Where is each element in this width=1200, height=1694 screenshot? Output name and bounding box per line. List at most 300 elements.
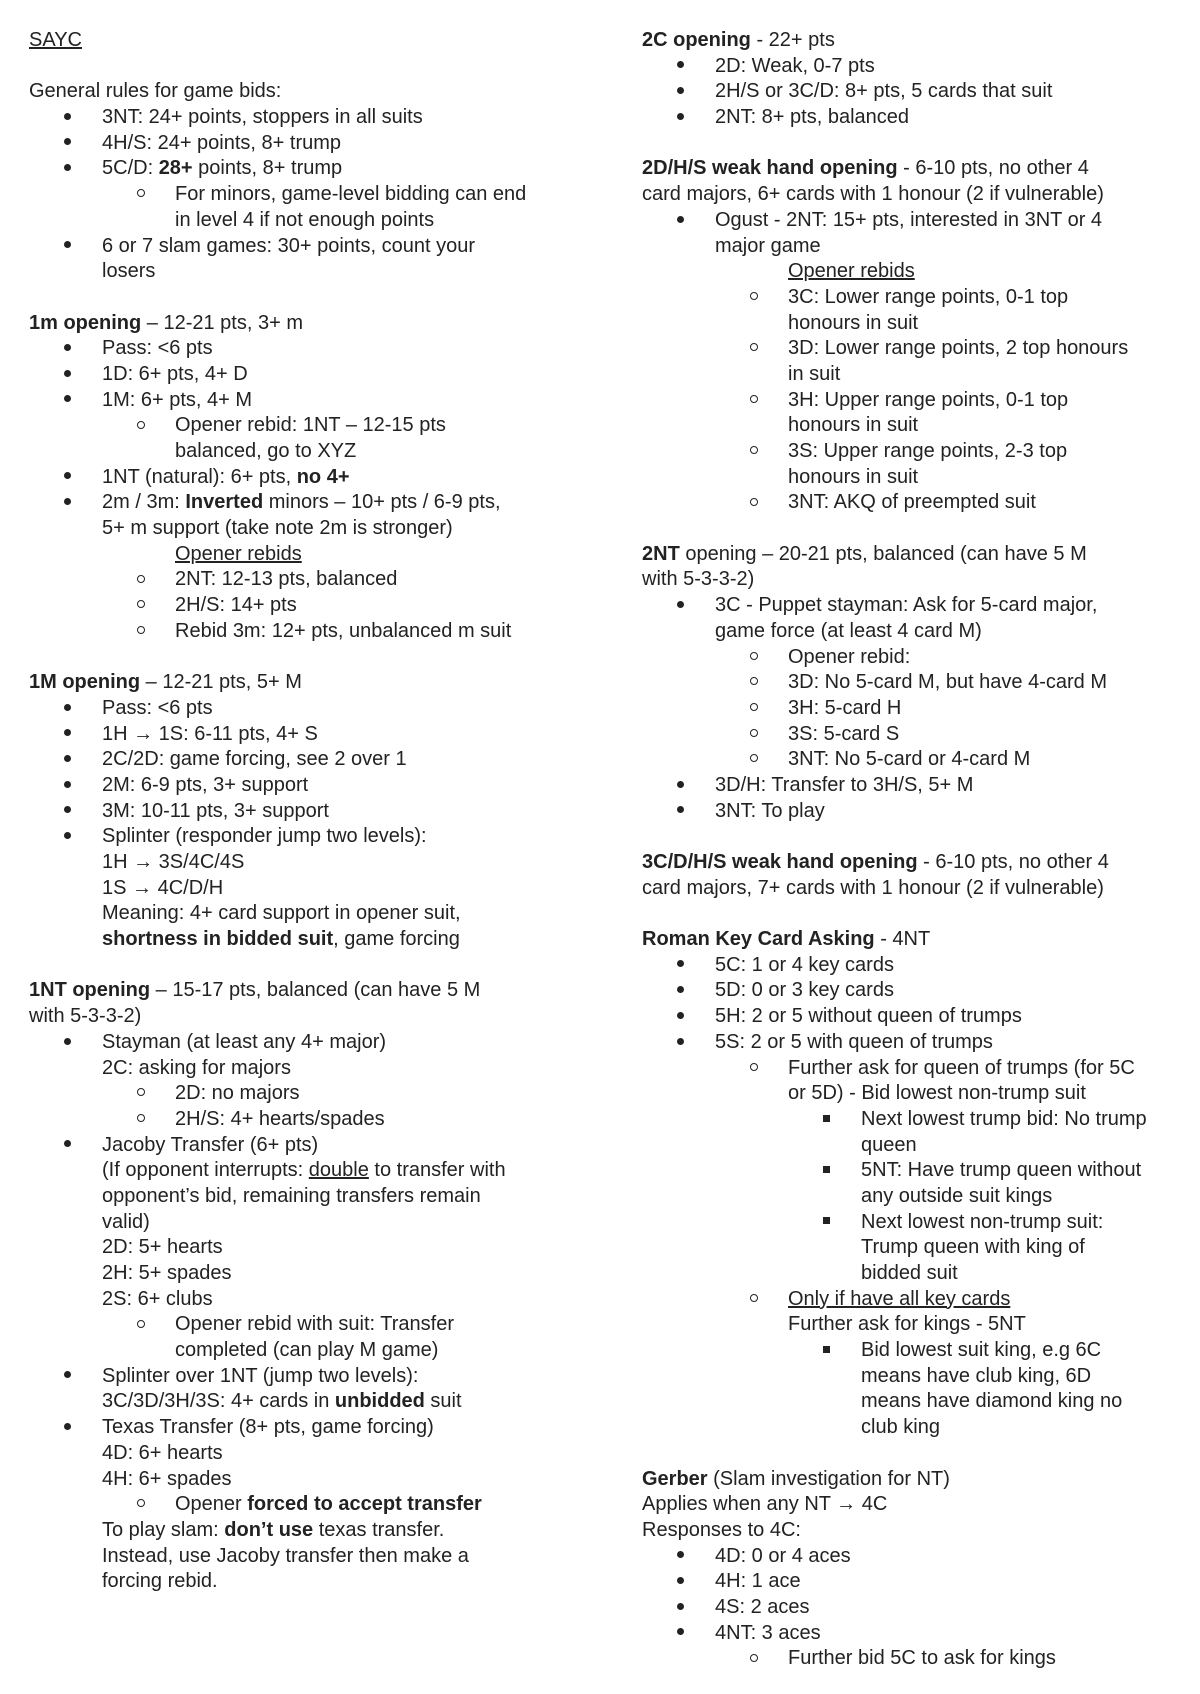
list-item bbox=[29, 696, 589, 722]
line-text: 6 or 7 slam games: 30+ points, count your bbox=[102, 234, 475, 257]
list-item bbox=[29, 156, 589, 182]
line-text: 1m opening – 12-21 pts, 3+ m bbox=[29, 311, 303, 334]
square-bullet-icon bbox=[823, 1107, 830, 1133]
bullet-icon bbox=[64, 388, 71, 414]
list-item bbox=[642, 953, 1182, 979]
list-item bbox=[29, 182, 589, 208]
line-text: 2D: Weak, 0-7 pts bbox=[715, 54, 875, 77]
list-item-continuation bbox=[642, 413, 1182, 439]
line-text: 2C/2D: game forcing, see 2 over 1 bbox=[102, 748, 407, 771]
bullet-icon bbox=[64, 490, 71, 516]
line-text: 1M opening – 12-21 pts, 5+ M bbox=[29, 671, 302, 694]
line-text: Ogust - 2NT: 15+ pts, interested in 3NT or 4 bbox=[715, 208, 1103, 231]
list-item-continuation bbox=[642, 362, 1182, 388]
line-text: Opener rebids bbox=[175, 542, 302, 565]
text-line bbox=[642, 156, 1182, 182]
line-text: 3H: Upper range points, 0-1 top bbox=[788, 388, 1069, 411]
line-text: forcing rebid. bbox=[102, 1570, 218, 1593]
square-bullet-icon bbox=[823, 1158, 830, 1184]
line-text: Opener rebid with suit: Transfer bbox=[175, 1313, 455, 1336]
text-line bbox=[642, 542, 1182, 568]
list-item-continuation bbox=[642, 1133, 1182, 1159]
hollow-bullet-icon bbox=[137, 593, 145, 619]
bullet-icon bbox=[677, 799, 684, 825]
line-text: 3NT: AKQ of preempted suit bbox=[788, 491, 1036, 514]
list-item-continuation bbox=[29, 259, 589, 285]
blank-line bbox=[642, 1441, 1182, 1467]
list-item bbox=[642, 1595, 1182, 1621]
bullet-icon bbox=[64, 773, 71, 799]
list-item bbox=[29, 1492, 589, 1518]
bullet-icon bbox=[677, 1004, 684, 1030]
line-text: 1S → 4C/D/H bbox=[102, 876, 224, 899]
hollow-bullet-icon bbox=[137, 1081, 145, 1107]
bullet-icon bbox=[677, 773, 684, 799]
bullet-icon bbox=[677, 79, 684, 105]
list-item-continuation bbox=[29, 876, 589, 902]
line-text: For minors, game-level bidding can end bbox=[175, 183, 527, 206]
list-item-continuation bbox=[29, 1389, 589, 1415]
line-text: Opener rebid: bbox=[788, 645, 911, 668]
line-text: Opener rebid: 1NT – 12-15 pts bbox=[175, 414, 446, 437]
text-line bbox=[642, 28, 1182, 54]
list-item-continuation bbox=[29, 1518, 589, 1544]
line-text: 5C/D: 28+ points, 8+ trump bbox=[102, 157, 343, 180]
list-item-continuation bbox=[642, 1389, 1182, 1415]
list-item-continuation bbox=[29, 1441, 589, 1467]
line-text: bidded suit bbox=[861, 1262, 958, 1284]
list-item bbox=[29, 567, 589, 593]
list-item-continuation bbox=[29, 1569, 589, 1595]
hollow-bullet-icon bbox=[750, 1646, 758, 1672]
text-line bbox=[29, 670, 589, 696]
hollow-bullet-icon bbox=[137, 1107, 145, 1133]
line-text: completed (can play M game) bbox=[175, 1339, 439, 1362]
list-item bbox=[29, 465, 589, 491]
list-item-continuation bbox=[29, 1338, 589, 1364]
list-item bbox=[642, 799, 1182, 825]
line-text: Bid lowest suit king, e.g 6C bbox=[861, 1339, 1102, 1362]
line-text: Trump queen with king of bbox=[861, 1236, 1085, 1259]
line-text: 4H: 6+ spades bbox=[102, 1467, 232, 1490]
text-line bbox=[642, 850, 1182, 876]
line-text: card majors, 6+ cards with 1 honour (2 if vulnerable) bbox=[642, 183, 1104, 206]
text-line bbox=[642, 182, 1182, 208]
line-text: 4S: 2 aces bbox=[715, 1595, 810, 1618]
line-text: 3NT: No 5-card or 4-card M bbox=[788, 748, 1031, 771]
hollow-bullet-icon bbox=[750, 722, 758, 748]
list-item-continuation bbox=[29, 208, 589, 234]
line-text: 3H: 5-card H bbox=[788, 696, 902, 719]
line-text: Only if have all key cards bbox=[788, 1287, 1011, 1310]
bullet-icon bbox=[677, 1030, 684, 1056]
line-text: shortness in bidded suit, game forcing bbox=[102, 928, 460, 951]
list-item-continuation bbox=[642, 619, 1182, 645]
blank-line bbox=[29, 54, 589, 80]
list-item-continuation bbox=[29, 439, 589, 465]
list-item-continuation bbox=[642, 1261, 1182, 1287]
list-item-continuation bbox=[642, 1081, 1182, 1107]
line-text: 1NT opening – 15-17 pts, balanced (can have 5 M bbox=[29, 979, 481, 1002]
line-text: 2M: 6-9 pts, 3+ support bbox=[102, 773, 309, 796]
list-item bbox=[642, 1158, 1182, 1184]
text-line bbox=[642, 876, 1182, 902]
list-item bbox=[29, 593, 589, 619]
hollow-bullet-icon bbox=[750, 336, 758, 362]
line-text: honours in suit bbox=[788, 465, 919, 488]
list-item-continuation bbox=[642, 1364, 1182, 1390]
list-item bbox=[642, 1338, 1182, 1364]
hollow-bullet-icon bbox=[750, 670, 758, 696]
text-line bbox=[29, 1004, 589, 1030]
list-item bbox=[642, 388, 1182, 414]
list-item bbox=[29, 362, 589, 388]
bullet-icon bbox=[677, 1621, 684, 1647]
line-text: 3NT: 24+ points, stoppers in all suits bbox=[102, 106, 423, 129]
bullet-icon bbox=[677, 1544, 684, 1570]
hollow-bullet-icon bbox=[750, 439, 758, 465]
list-item bbox=[642, 1646, 1182, 1672]
list-item-continuation bbox=[29, 927, 589, 953]
line-text: 1M: 6+ pts, 4+ M bbox=[102, 388, 253, 411]
bullet-icon bbox=[64, 722, 71, 748]
line-text: Opener rebids bbox=[788, 260, 915, 283]
line-text: in suit bbox=[788, 362, 841, 385]
line-text: 5D: 0 or 3 key cards bbox=[715, 979, 894, 1002]
line-text: Rebid 3m: 12+ pts, unbalanced m suit bbox=[175, 619, 512, 642]
list-item bbox=[29, 1030, 589, 1056]
line-text: 3M: 10-11 pts, 3+ support bbox=[102, 799, 329, 822]
hollow-bullet-icon bbox=[750, 285, 758, 311]
line-text: Meaning: 4+ card support in opener suit, bbox=[102, 902, 461, 925]
line-text: 3D: Lower range points, 2 top honours bbox=[788, 337, 1129, 360]
hollow-bullet-icon bbox=[137, 413, 145, 439]
bullet-icon bbox=[677, 54, 684, 80]
bullet-icon bbox=[677, 953, 684, 979]
line-text: 2H/S or 3C/D: 8+ pts, 5 cards that suit bbox=[715, 80, 1053, 103]
list-item bbox=[29, 1415, 589, 1441]
list-item bbox=[29, 131, 589, 157]
line-text: To play slam: don’t use texas transfer. bbox=[102, 1518, 445, 1541]
list-item bbox=[642, 978, 1182, 1004]
list-item-continuation bbox=[29, 1261, 589, 1287]
line-text: 5H: 2 or 5 without queen of trumps bbox=[715, 1005, 1022, 1028]
line-text: card majors, 7+ cards with 1 honour (2 if vulnerable) bbox=[642, 876, 1104, 899]
line-text: 4D: 0 or 4 aces bbox=[715, 1544, 851, 1567]
bullet-icon bbox=[64, 465, 71, 491]
list-item-continuation bbox=[29, 516, 589, 542]
line-text: 1H → 3S/4C/4S bbox=[102, 851, 245, 873]
text-line bbox=[29, 311, 589, 337]
bullet-icon bbox=[64, 1364, 71, 1390]
square-bullet-icon bbox=[823, 1338, 830, 1364]
line-text: Further bid 5C to ask for kings bbox=[788, 1647, 1056, 1670]
line-text: Further ask for queen of trumps (for 5C bbox=[788, 1056, 1135, 1079]
list-item-continuation bbox=[29, 1287, 589, 1313]
list-item bbox=[29, 1312, 589, 1338]
hollow-bullet-icon bbox=[750, 747, 758, 773]
text-line bbox=[642, 927, 1182, 953]
text-line bbox=[642, 1492, 1182, 1518]
line-text: SAYC bbox=[29, 29, 82, 51]
hollow-bullet-icon bbox=[137, 1312, 145, 1338]
list-item bbox=[29, 1133, 589, 1159]
line-text: Opener forced to accept transfer bbox=[175, 1493, 482, 1516]
bullet-icon bbox=[64, 696, 71, 722]
hollow-bullet-icon bbox=[750, 1056, 758, 1082]
line-text: 3C/3D/3H/3S: 4+ cards in unbidded suit bbox=[102, 1390, 462, 1413]
line-text: club king bbox=[861, 1416, 940, 1439]
blank-line bbox=[642, 824, 1182, 850]
list-item-continuation bbox=[29, 1235, 589, 1261]
line-text: Roman Key Card Asking - 4NT bbox=[642, 928, 931, 951]
list-item-continuation bbox=[29, 850, 589, 876]
line-text: 2NT opening – 20-21 pts, balanced (can have 5 M bbox=[642, 542, 1087, 565]
line-text: balanced, go to XYZ bbox=[175, 440, 357, 462]
list-item-continuation bbox=[29, 1210, 589, 1236]
bullet-icon bbox=[677, 1595, 684, 1621]
hollow-bullet-icon bbox=[750, 388, 758, 414]
list-item bbox=[642, 1544, 1182, 1570]
line-text: Applies when any NT → 4C bbox=[642, 1493, 888, 1516]
list-item-continuation bbox=[642, 465, 1182, 491]
line-text: 3C: Lower range points, 0-1 top bbox=[788, 285, 1069, 308]
bullet-icon bbox=[64, 362, 71, 388]
list-item bbox=[642, 1569, 1182, 1595]
hollow-bullet-icon bbox=[137, 1492, 145, 1518]
line-text: 5C: 1 or 4 key cards bbox=[715, 953, 894, 976]
text-line bbox=[642, 1518, 1182, 1544]
list-item bbox=[642, 439, 1182, 465]
list-item bbox=[642, 105, 1182, 131]
line-text: 4H/S: 24+ points, 8+ trump bbox=[102, 131, 342, 154]
line-text: Jacoby Transfer (6+ pts) bbox=[102, 1133, 319, 1156]
line-text: 3D: No 5-card M, but have 4-card M bbox=[788, 671, 1108, 694]
list-item-continuation bbox=[642, 1415, 1182, 1441]
list-item bbox=[642, 1056, 1182, 1082]
line-text: 3C - Puppet stayman: Ask for 5-card major, bbox=[715, 594, 1098, 617]
line-text: game force (at least 4 card M) bbox=[715, 619, 982, 642]
line-text: opponent’s bid, remaining transfers remain bbox=[102, 1184, 481, 1207]
list-item bbox=[29, 336, 589, 362]
line-text: 3C/D/H/S weak hand opening - 6-10 pts, no other 4 bbox=[642, 851, 1109, 873]
list-item bbox=[642, 490, 1182, 516]
line-text: with 5-3-3-2) bbox=[29, 1005, 142, 1028]
text-line bbox=[29, 79, 589, 105]
line-text: Splinter (responder jump two levels): bbox=[102, 825, 427, 848]
line-text: in level 4 if not enough points bbox=[175, 208, 435, 231]
list-item bbox=[29, 722, 589, 748]
line-text: 2H: 5+ spades bbox=[102, 1262, 232, 1284]
list-item bbox=[29, 490, 589, 516]
line-text: honours in suit bbox=[788, 414, 919, 437]
hollow-bullet-icon bbox=[750, 1287, 758, 1313]
list-item bbox=[29, 619, 589, 645]
bullet-icon bbox=[64, 1133, 71, 1159]
list-item bbox=[29, 799, 589, 825]
bullet-icon bbox=[64, 336, 71, 362]
list-item bbox=[642, 773, 1182, 799]
list-item bbox=[642, 54, 1182, 80]
square-bullet-icon bbox=[823, 1210, 830, 1236]
bullet-icon bbox=[64, 234, 71, 260]
line-text: Responses to 4C: bbox=[642, 1518, 801, 1541]
line-text: 2H/S: 4+ hearts/spades bbox=[175, 1107, 385, 1130]
bullet-icon bbox=[677, 208, 684, 234]
line-text: Next lowest trump bid: No trump bbox=[861, 1107, 1147, 1130]
line-text: means have diamond king no bbox=[861, 1390, 1123, 1413]
list-item-continuation bbox=[29, 1158, 589, 1184]
blank-line bbox=[642, 901, 1182, 927]
line-text: 2S: 6+ clubs bbox=[102, 1287, 213, 1310]
line-text: 4H: 1 ace bbox=[715, 1570, 801, 1593]
line-text: losers bbox=[102, 260, 156, 283]
line-text: major game bbox=[715, 234, 821, 257]
list-item-continuation bbox=[29, 901, 589, 927]
hollow-bullet-icon bbox=[750, 490, 758, 516]
list-item bbox=[642, 645, 1182, 671]
line-text: 2NT: 8+ pts, balanced bbox=[715, 106, 910, 129]
hollow-bullet-icon bbox=[750, 696, 758, 722]
blank-line bbox=[29, 953, 589, 979]
text-line bbox=[29, 28, 589, 54]
line-text: 5S: 2 or 5 with queen of trumps bbox=[715, 1030, 993, 1053]
left-column bbox=[29, 28, 589, 1595]
list-item bbox=[29, 413, 589, 439]
list-item bbox=[642, 593, 1182, 619]
list-item bbox=[29, 388, 589, 414]
hollow-bullet-icon bbox=[137, 182, 145, 208]
line-text: Gerber (Slam investigation for NT) bbox=[642, 1467, 950, 1490]
list-item bbox=[642, 722, 1182, 748]
line-text: Pass: <6 pts bbox=[102, 337, 213, 360]
blank-line bbox=[642, 131, 1182, 157]
line-text: queen bbox=[861, 1133, 917, 1156]
list-item bbox=[642, 79, 1182, 105]
line-text: with 5-3-3-2) bbox=[642, 568, 755, 591]
list-item-continuation bbox=[29, 1184, 589, 1210]
line-text: General rules for game bids: bbox=[29, 80, 282, 103]
line-text: 1NT (natural): 6+ pts, no 4+ bbox=[102, 465, 350, 488]
list-item-continuation bbox=[642, 1184, 1182, 1210]
list-item bbox=[642, 336, 1182, 362]
bullet-icon bbox=[64, 105, 71, 131]
list-item bbox=[642, 1107, 1182, 1133]
list-item bbox=[29, 105, 589, 131]
line-text: 3S: 5-card S bbox=[788, 722, 900, 745]
line-text: 5+ m support (take note 2m is stronger) bbox=[102, 517, 453, 540]
list-item-continuation bbox=[29, 1467, 589, 1493]
line-text: 4NT: 3 aces bbox=[715, 1621, 821, 1644]
line-text: 2C opening - 22+ pts bbox=[642, 29, 835, 51]
list-item bbox=[29, 1364, 589, 1390]
list-item bbox=[642, 1621, 1182, 1647]
list-item bbox=[642, 696, 1182, 722]
line-text: Further ask for kings - 5NT bbox=[788, 1313, 1026, 1336]
blank-line bbox=[642, 516, 1182, 542]
list-item bbox=[642, 208, 1182, 234]
line-text: or 5D) - Bid lowest non-trump suit bbox=[788, 1082, 1086, 1105]
line-text: 5NT: Have trump queen without bbox=[861, 1159, 1142, 1182]
bullet-icon bbox=[64, 156, 71, 182]
list-item bbox=[642, 670, 1182, 696]
hollow-bullet-icon bbox=[750, 645, 758, 671]
bullet-icon bbox=[64, 1030, 71, 1056]
line-text: Next lowest non-trump suit: bbox=[861, 1210, 1104, 1233]
line-text: Pass: <6 pts bbox=[102, 696, 213, 719]
line-text: 2H/S: 14+ pts bbox=[175, 594, 297, 617]
line-text: valid) bbox=[102, 1210, 150, 1233]
blank-line bbox=[29, 285, 589, 311]
bullet-icon bbox=[64, 824, 71, 850]
list-item-continuation bbox=[642, 1312, 1182, 1338]
list-item-continuation bbox=[642, 1235, 1182, 1261]
line-text: 2C: asking for majors bbox=[102, 1056, 291, 1079]
list-item bbox=[642, 285, 1182, 311]
list-item bbox=[29, 1107, 589, 1133]
list-item bbox=[642, 1210, 1182, 1236]
line-text: 2m / 3m: Inverted minors – 10+ pts / 6-9 pts, bbox=[102, 491, 501, 514]
bullet-icon bbox=[677, 978, 684, 1004]
list-item bbox=[642, 747, 1182, 773]
line-text: 3NT: To play bbox=[715, 799, 825, 822]
line-text: 3S: Upper range points, 2-3 top bbox=[788, 440, 1068, 462]
bullet-icon bbox=[64, 1415, 71, 1441]
line-text: 4D: 6+ hearts bbox=[102, 1441, 223, 1464]
line-text: Splinter over 1NT (jump two levels): bbox=[102, 1364, 419, 1387]
text-line bbox=[642, 1467, 1182, 1493]
bullet-icon bbox=[677, 105, 684, 131]
bullet-icon bbox=[64, 131, 71, 157]
line-text: 2D/H/S weak hand opening - 6-10 pts, no other 4 bbox=[642, 157, 1089, 180]
line-text: 3D/H: Transfer to 3H/S, 5+ M bbox=[715, 773, 974, 796]
list-item bbox=[29, 747, 589, 773]
text-line bbox=[642, 567, 1182, 593]
line-text: means have club king, 6D bbox=[861, 1364, 1092, 1387]
line-text: Texas Transfer (8+ pts, game forcing) bbox=[102, 1416, 434, 1439]
line-text: 2D: 5+ hearts bbox=[102, 1236, 223, 1259]
blank-line bbox=[29, 645, 589, 671]
hollow-bullet-icon bbox=[137, 619, 145, 645]
list-item bbox=[642, 1004, 1182, 1030]
line-text: 1H → 1S: 6-11 pts, 4+ S bbox=[102, 722, 318, 745]
bullet-icon bbox=[677, 593, 684, 619]
list-item-continuation bbox=[642, 311, 1182, 337]
line-text: Instead, use Jacoby transfer then make a bbox=[102, 1544, 469, 1567]
list-item bbox=[642, 1030, 1182, 1056]
list-item bbox=[29, 824, 589, 850]
line-text: 2NT: 12-13 pts, balanced bbox=[175, 568, 398, 591]
list-item-continuation bbox=[29, 1056, 589, 1082]
line-text: any outside suit kings bbox=[861, 1184, 1053, 1207]
bullet-icon bbox=[64, 747, 71, 773]
bullet-icon bbox=[64, 799, 71, 825]
line-text: Stayman (at least any 4+ major) bbox=[102, 1030, 387, 1053]
list-item-continuation bbox=[29, 1544, 589, 1570]
bullet-icon bbox=[677, 1569, 684, 1595]
line-text: 2D: no majors bbox=[175, 1082, 300, 1105]
list-item-continuation bbox=[642, 234, 1182, 260]
line-text: 1D: 6+ pts, 4+ D bbox=[102, 362, 248, 385]
list-item bbox=[642, 1287, 1182, 1313]
list-item-continuation bbox=[642, 259, 1182, 285]
line-text: honours in suit bbox=[788, 311, 919, 334]
hollow-bullet-icon bbox=[137, 567, 145, 593]
list-item bbox=[29, 1081, 589, 1107]
list-item bbox=[29, 234, 589, 260]
list-item bbox=[29, 773, 589, 799]
list-item-continuation bbox=[29, 542, 589, 568]
